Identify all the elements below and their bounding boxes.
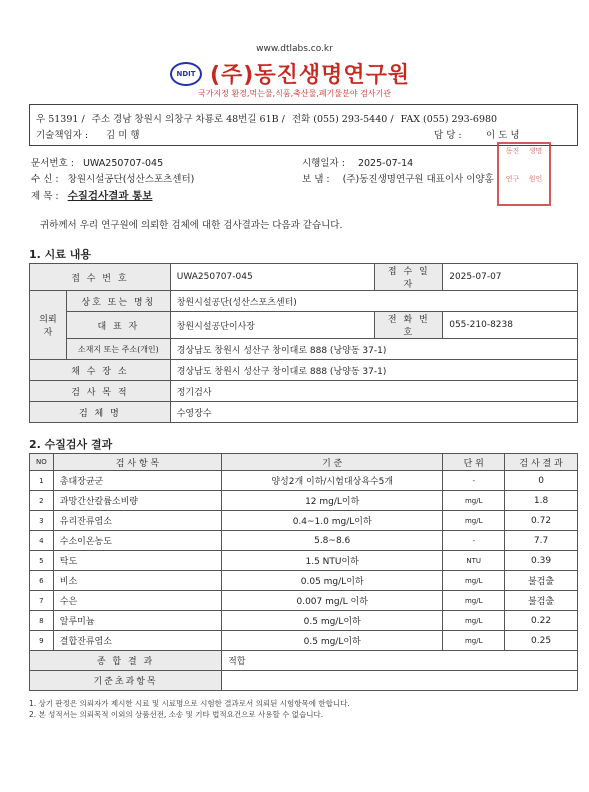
table-row (30, 611, 578, 631)
issue-date: 시행일자 : 2025-07-14 (302, 158, 414, 169)
result-result: 0.25 (505, 631, 578, 651)
table-row (30, 631, 578, 651)
postal-code: 우 51391 / (36, 114, 85, 125)
result-std: 0.5 mg/L이하 (222, 611, 443, 631)
table-row (30, 471, 578, 491)
result-no: 4 (30, 531, 54, 551)
result-result: 불검출 (505, 571, 578, 591)
result-item: 비소 (53, 571, 221, 591)
result-std: 0.007 mg/L 이하 (222, 591, 443, 611)
result-std: 12 mg/L이하 (222, 491, 443, 511)
result-no: 5 (30, 551, 54, 571)
result-unit: mg/L (443, 491, 505, 511)
tech-name: 김 미 행 (106, 130, 140, 141)
result-result: 0.22 (505, 611, 578, 631)
sender: 보 냄 : (주)동진생명연구원 대표이사 이양홍 (302, 174, 494, 185)
client-address: 경상남도 창원시 성산구 창이대로 888 (낭양동 37-1) (170, 339, 577, 360)
logo-icon: NDIT (170, 62, 202, 86)
manager-label: 담 당 : (434, 130, 462, 141)
subject: 제 목 : 수질검사결과 통보 (31, 190, 153, 202)
result-std: 양성2개 이하/시험대상욕수5개 (222, 471, 443, 491)
phone: 전화 (055) 293-5440 / (291, 114, 394, 125)
result-unit: NTU (443, 551, 505, 571)
address: 주소 경남 창원시 의창구 차룡로 48번길 61B / (91, 114, 285, 125)
table-row (30, 531, 578, 551)
org-logo (170, 58, 410, 89)
section-sample-heading: 1. 시료 내용 (29, 248, 91, 261)
result-std: 0.5 mg/L이하 (222, 631, 443, 651)
fax: FAX (055) 293-6980 (400, 114, 498, 125)
receipt-number: UWA250707-045 (170, 264, 375, 291)
footnote-2: 2. 본 성적서는 의뢰목적 이외의 상품선전, 소송 및 기타 법적요건으로 사용할 수 없습니다. (29, 710, 324, 719)
receipt-date: 2025-07-07 (443, 264, 578, 291)
results-table: NO 검 사 항 목 기 준 단 위 검 사 결 과 1 총대장균군 양성2개 이하/시험대상욕수5개 - 0 2 과망간산칼륨소비량 12 mg/L이하 mg/L 1.8 3 유리잔류염소 0.4~1.0 mg/L이하 mg/L 0.72 4 수소이온농도 5.8~8.6 - 7.7 5 탁도 1.5 NTU이하 NTU 0.39 6 비소 0.05 mg/L이하 mg/L 불검출 7 수은 0.007 mg/L 이하 mg/L 불검출 8 알루미늄 0.5 mg/L이하 mg/L 0.22 9 결합잔류염소 0.5 mg/L이하 mg/L 0.25 종 합 결 과 적합 기준초과항목 (29, 453, 578, 691)
client-representative: 창원시설공단이사장 (170, 312, 375, 339)
exceeded-items (222, 671, 578, 691)
inspection-purpose: 정기검사 (170, 381, 577, 402)
table-row (30, 491, 578, 511)
result-no: 6 (30, 571, 54, 591)
website-url: www.dtlabs.co.kr (256, 44, 333, 54)
result-std: 0.4~1.0 mg/L이하 (222, 511, 443, 531)
result-unit: mg/L (443, 511, 505, 531)
result-item: 과망간산칼륨소비량 (53, 491, 221, 511)
result-unit: - (443, 531, 505, 551)
specimen-name: 수영장수 (170, 402, 577, 423)
seal-stamp: 동진 생명 연구 원인 (497, 142, 551, 206)
footnote-1: 1. 상기 판정은 의뢰자가 제시한 시료 및 시료명으로 시험한 결과로서 의뢰된 시험항목에 한합니다. (29, 699, 350, 708)
recipient: 수 신 : 창원시설공단(성산스포츠센터) (31, 174, 195, 185)
result-result: 불검출 (505, 591, 578, 611)
result-no: 8 (30, 611, 54, 631)
table-row (30, 571, 578, 591)
contact-box (29, 104, 578, 146)
result-result: 7.7 (505, 531, 578, 551)
result-unit: - (443, 471, 505, 491)
result-item: 알루미늄 (53, 611, 221, 631)
result-unit: mg/L (443, 591, 505, 611)
result-std: 5.8~8.6 (222, 531, 443, 551)
client-company: 창원시설공단(성산스포츠센터) (170, 291, 577, 312)
result-item: 탁도 (53, 551, 221, 571)
result-std: 1.5 NTU이하 (222, 551, 443, 571)
result-item: 수소이온농도 (53, 531, 221, 551)
result-no: 7 (30, 591, 54, 611)
client-phone: 055-210-8238 (443, 312, 578, 339)
result-item: 유리잔류염소 (53, 511, 221, 531)
table-row (30, 551, 578, 571)
result-item: 총대장균군 (53, 471, 221, 491)
org-name: (주)동진생명연구원 (210, 63, 411, 88)
results-header-row: NO 검 사 항 목 기 준 단 위 검 사 결 과 (30, 454, 578, 471)
result-result: 0 (505, 471, 578, 491)
tech-label: 기술책임자 : (36, 130, 89, 141)
result-result: 0.72 (505, 511, 578, 531)
manager-name: 이 도 녕 (486, 130, 520, 141)
sampling-site: 경상남도 창원시 성산구 창이대로 888 (낭양동 37-1) (170, 360, 577, 381)
result-unit: mg/L (443, 611, 505, 631)
result-item: 수은 (53, 591, 221, 611)
result-no: 3 (30, 511, 54, 531)
doc-number: 문서번호 : UWA250707-045 (31, 158, 164, 169)
overall-result: 적합 (222, 651, 578, 671)
intro-text: 귀하께서 우리 연구원에 의뢰한 검체에 대한 검사결과는 다음과 같습니다. (40, 220, 343, 231)
footnotes (29, 698, 350, 720)
table-row (30, 591, 578, 611)
result-no: 1 (30, 471, 54, 491)
result-unit: mg/L (443, 571, 505, 591)
result-item: 결합잔류염소 (53, 631, 221, 651)
sample-table: 접 수 번 호 UWA250707-045 접 수 일 자 2025-07-07 의뢰자 상호 또는 명칭 창원시설공단(성산스포츠센터) 대 표 자 창원시설공단이사장 전 화 번 호 055-210-8238 소재지 또는 주소(개인) 경상남도 창원시 성산구 창이대로 888 (낭양동 37-1) 채 수 장 소 경상남도 창원시 성산구 창이대로 888 (낭양동 37-1) 검 사 목 적 정기검사 검 체 명 수영장수 (29, 263, 578, 423)
result-result: 0.39 (505, 551, 578, 571)
org-subtitle: 국가지정 환경,먹는물,식품,축산물,폐기물분야 검사기관 (198, 89, 391, 98)
result-unit: mg/L (443, 631, 505, 651)
result-result: 1.8 (505, 491, 578, 511)
result-std: 0.05 mg/L이하 (222, 571, 443, 591)
result-no: 2 (30, 491, 54, 511)
section-results-heading: 2. 수질검사 결과 (29, 438, 113, 451)
table-row (30, 511, 578, 531)
result-no: 9 (30, 631, 54, 651)
